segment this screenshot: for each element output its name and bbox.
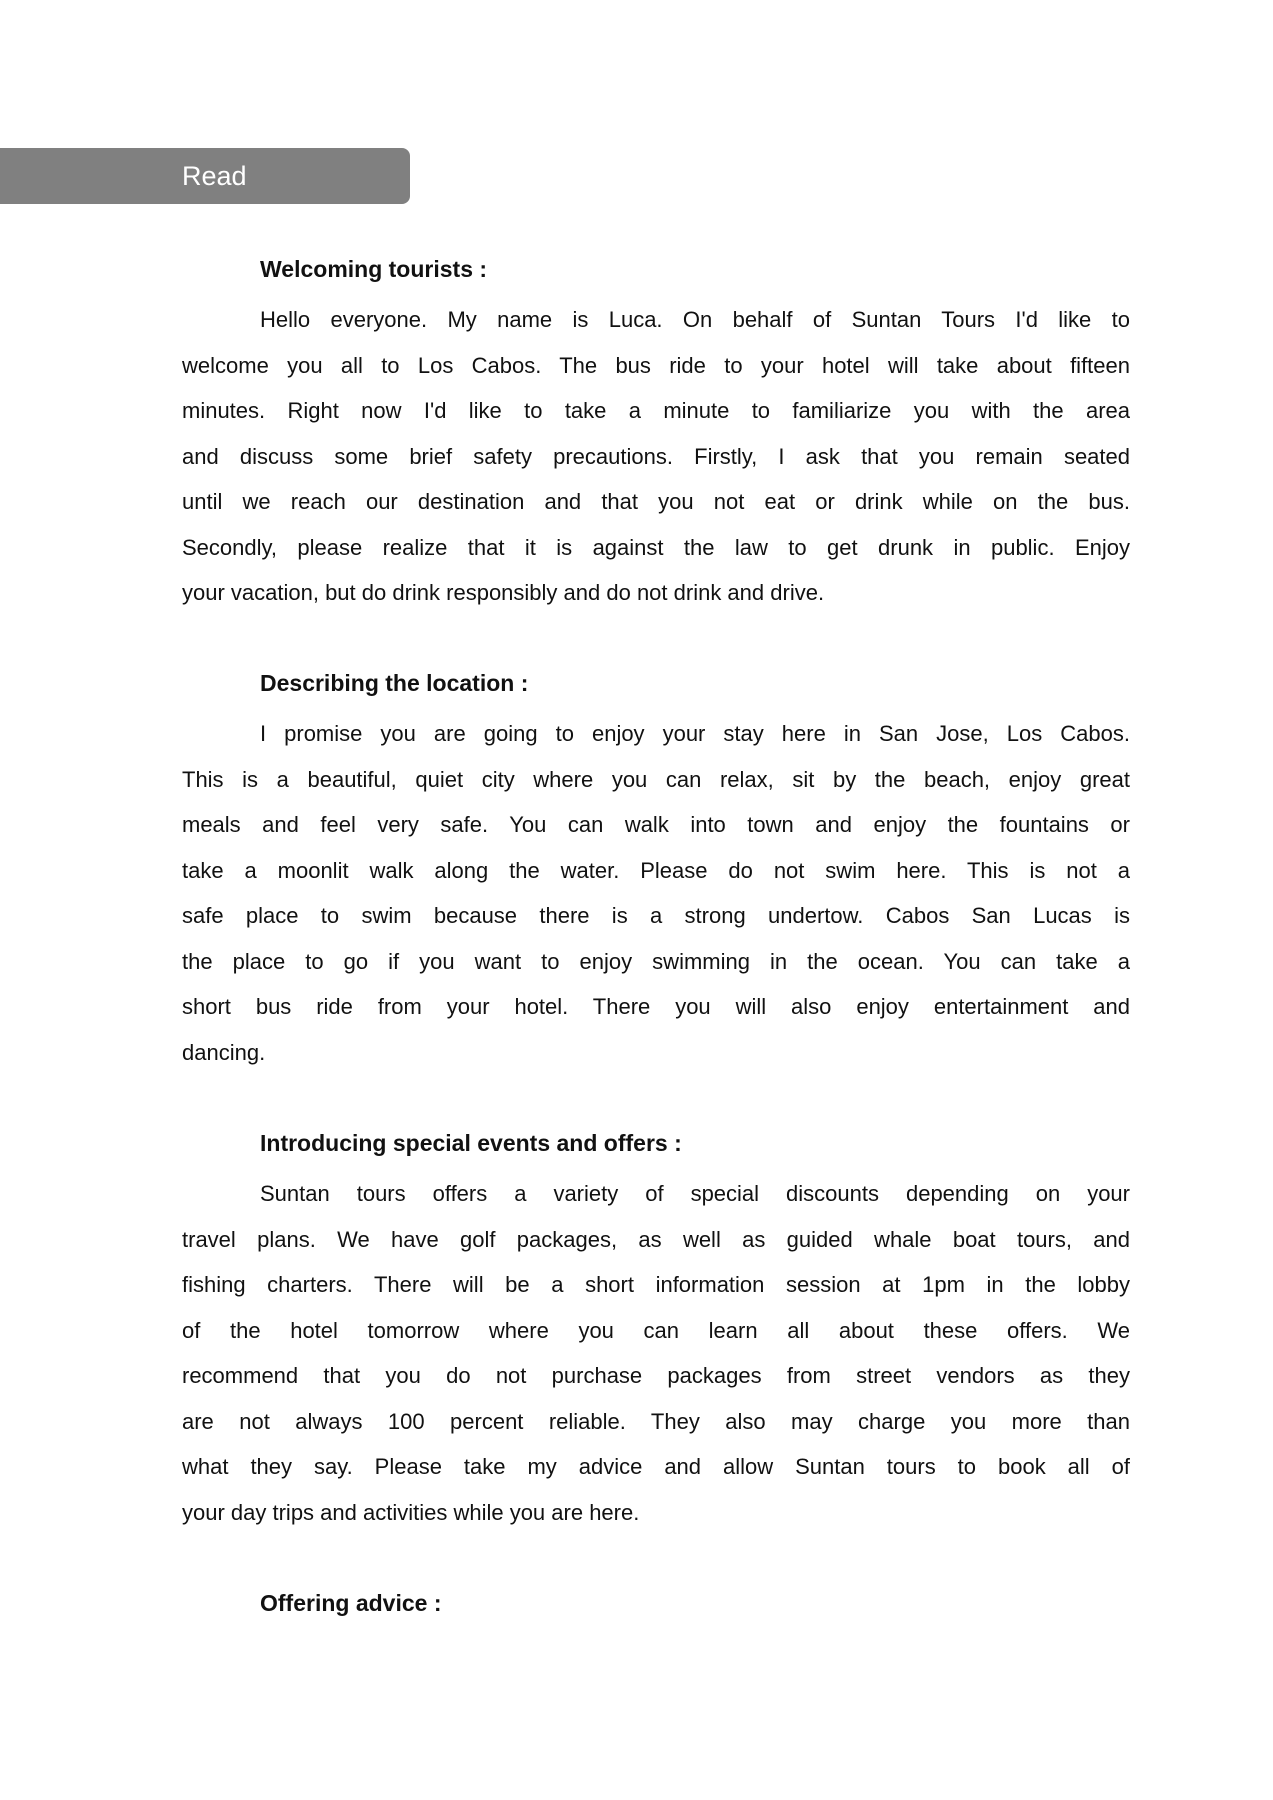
- paragraph-line: until we reach our destination and that you not eat or drink while on the bus.: [182, 489, 1130, 514]
- paragraph-line: Suntan tours offers a variety of special discounts depending on your: [260, 1181, 1130, 1206]
- paragraph-line: safe place to swim because there is a strong undertow. Cabos San Lucas is: [182, 903, 1130, 928]
- read-banner: [0, 148, 410, 204]
- paragraph-line: fishing charters. There will be a short information session at 1pm in the lobby: [182, 1272, 1130, 1297]
- section-body: [182, 297, 1130, 616]
- paragraph-line: short bus ride from your hotel. There you will also enjoy entertainment and: [182, 994, 1130, 1019]
- section-heading: Offering advice :: [260, 1590, 442, 1616]
- paragraph-line: Secondly, please realize that it is against the law to get drunk in public. Enjoy: [182, 534, 1130, 560]
- paragraph-line: dancing.: [182, 1039, 266, 1065]
- paragraph-line: This is a beautiful, quiet city where you can relax, sit by the beach, enjoy great: [182, 766, 1130, 792]
- paragraph-line: take a moonlit walk along the water. Please do not swim here. This is not a: [182, 857, 1130, 883]
- paragraph-line: travel plans. We have golf packages, as well as guided whale boat tours, and: [182, 1226, 1130, 1252]
- section-body: [182, 1171, 1130, 1535]
- paragraph-line: of the hotel tomorrow where you can learn all about these offers. We: [182, 1317, 1130, 1343]
- paragraph-line: minutes. Right now I'd like to take a minute to familiarize you with the area: [182, 398, 1130, 423]
- paragraph-line: Hello everyone. My name is Luca. On behalf of Suntan Tours I'd like to: [260, 307, 1130, 332]
- section-body: [182, 711, 1130, 1075]
- paragraph-line: your day trips and activities while you are here.: [182, 1499, 640, 1525]
- paragraph-line: the place to go if you want to enjoy swimming in the ocean. You can take a: [182, 948, 1130, 974]
- paragraph-line: recommend that you do not purchase packages from street vendors as they: [182, 1363, 1130, 1388]
- paragraph-line: what they say. Please take my advice and allow Suntan tours to book all of: [182, 1454, 1130, 1479]
- paragraph-line: meals and feel very safe. You can walk into town and enjoy the fountains or: [182, 812, 1130, 837]
- paragraph-line: welcome you all to Los Cabos. The bus ride to your hotel will take about fifteen: [182, 352, 1130, 378]
- paragraph-line: I promise you are going to enjoy your stay here in San Jose, Los Cabos.: [260, 721, 1130, 746]
- paragraph-line: your vacation, but do drink responsibly and do not drink and drive.: [182, 580, 825, 605]
- section-heading: Introducing special events and offers :: [260, 1130, 682, 1156]
- banner-label: Read: [182, 161, 247, 191]
- paragraph-line: and discuss some brief safety precautions. Firstly, I ask that you remain seated: [182, 443, 1130, 469]
- section-heading: Describing the location :: [260, 670, 529, 696]
- section-heading: Welcoming tourists :: [260, 256, 488, 282]
- paragraph-line: are not always 100 percent reliable. They also may charge you more than: [182, 1408, 1130, 1434]
